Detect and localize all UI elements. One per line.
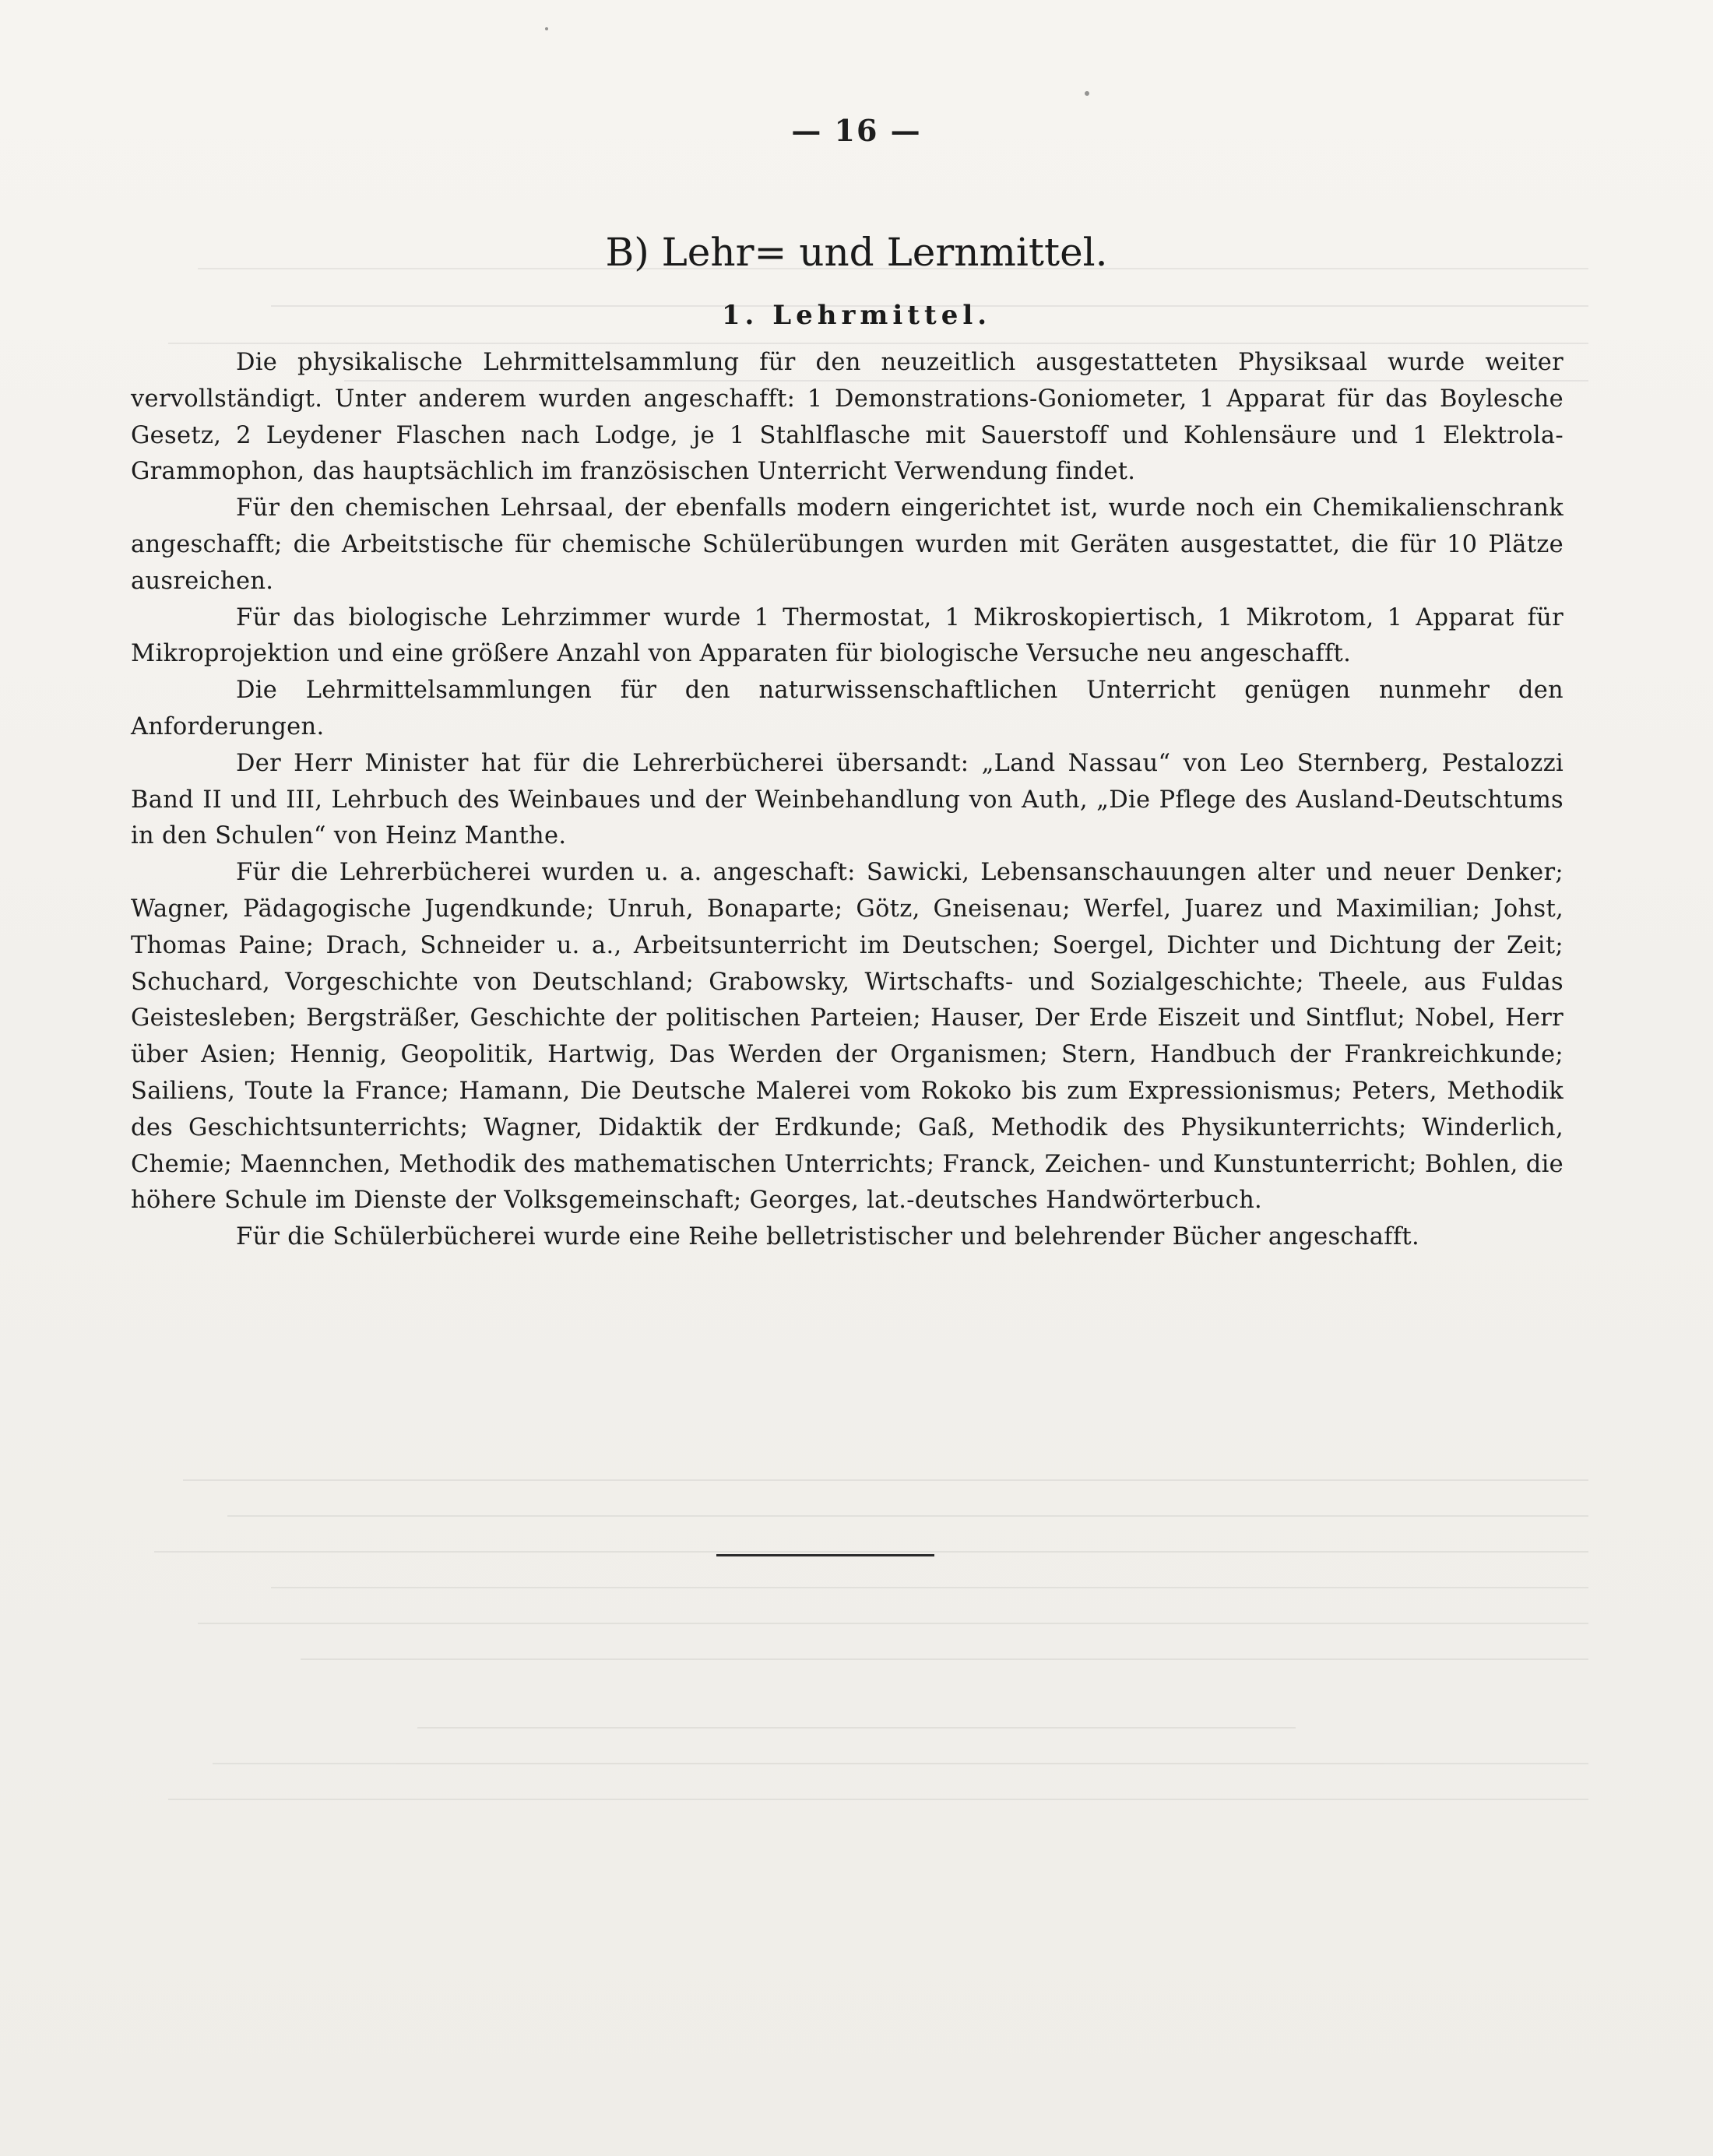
paragraph: Für die Lehrerbücherei wurden u. a. angeschaft: Sawicki, Lebensanschauungen alter und neuer Denker; Wagner, Pädagogische Jugendkunde; Unruh, Bonaparte; Götz, Gneisenau; Werfel, Juarez und Maximilian; Johst, Thomas Paine; Drach, Schneider u. a., Arbeitsunterricht im Deutschen; Soergel, Dichter und Dichtung der Zeit; Schuchard, Vorgeschichte von Deutschland; Grabowsky, Wirtschafts- und Sozialgeschichte; Theele, aus Fuldas Geistesleben; Bergsträßer, Geschichte der politischen Parteien; Hauser, Der Erde Eiszeit und Sintflut; Nobel, Herr über Asien; Hennig, Geopolitik, Hartwig, Das Werden der Organismen; Stern, Handbuch der Frankreichkunde; Sailiens, Toute la France; Hamann, Die Deutsche Malerei vom Rokoko bis zum Expressionismus; Peters, Methodik des Geschichtsunterrichts; Wagner, Didaktik der Erdkunde; Gaß, Methodik des Physikunterrichts; Winderlich, Chemie; Maennchen, Methodik des mathematischen Unterrichts; Franck, Zeichen- und Kunstunterricht; Bohlen, die höhere Schule im Dienste der Volksgemeinschaft; Georges, lat.-deutsches Handwörterbuch.	[131, 859, 1564, 1215]
paragraph: Für die Schülerbücherei wurde eine Reihe belletristischer und belehrender Bücher angeschafft.	[236, 1223, 1419, 1251]
paragraph: Für das biologische Lehrzimmer wurde 1 Thermostat, 1 Mikroskopiertisch, 1 Mikrotom, 1 Apparat für Mikroprojektion und eine größere Anzahl von Apparaten für biologische Versuche neu angeschafft.	[131, 603, 1564, 668]
body-text	[131, 345, 1564, 1256]
bleed-through-texture-lower	[125, 1448, 1588, 2071]
section-divider	[716, 1554, 934, 1556]
paper-speck	[1085, 91, 1089, 96]
page-number: — 16 —	[791, 113, 922, 148]
paragraph: Die physikalische Lehrmittelsammlung für den neuzeitlich ausgestatteten Physiksaal wurde weiter vervollständigt. Unter anderem wurden angeschafft: 1 Demonstrations-Goniometer, 1 Apparat für das Boylesche Gesetz, 2 Leydener Flaschen nach Lodge, je 1 Stahlflasche mit Sauerstoff und Kohlensäure und 1 Elektrola-Grammophon, das hauptsächlich im französischen Unterricht Verwendung findet.	[131, 349, 1564, 486]
paragraph: Die Lehrmittelsammlungen für den naturwissenschaftlichen Unterricht genügen nunmehr den Anforderungen.	[131, 677, 1564, 740]
section-heading: B) Lehr= und Lernmittel.	[605, 230, 1108, 275]
paragraph: Für den chemischen Lehrsaal, der ebenfalls modern eingerichtet ist, wurde noch ein Chemikalienschrank angeschafft; die Arbeitstische für chemische Schülerübungen wurden mit Geräten ausgestattet, die für 10 Plätze ausreichen.	[131, 494, 1564, 595]
sub-heading: 1. Lehrmittel.	[721, 300, 992, 331]
paragraph: Der Herr Minister hat für die Lehrerbücherei übersandt: „Land Nassau“ von Leo Sternberg, Pestalozzi Band II und III, Lehrbuch des Weinbaues und der Weinbehandlung von Auth, „Die Pflege des Ausland-Deutschtums in den Schulen“ von Heinz Manthe.	[131, 749, 1564, 850]
paper-speck	[545, 27, 548, 30]
